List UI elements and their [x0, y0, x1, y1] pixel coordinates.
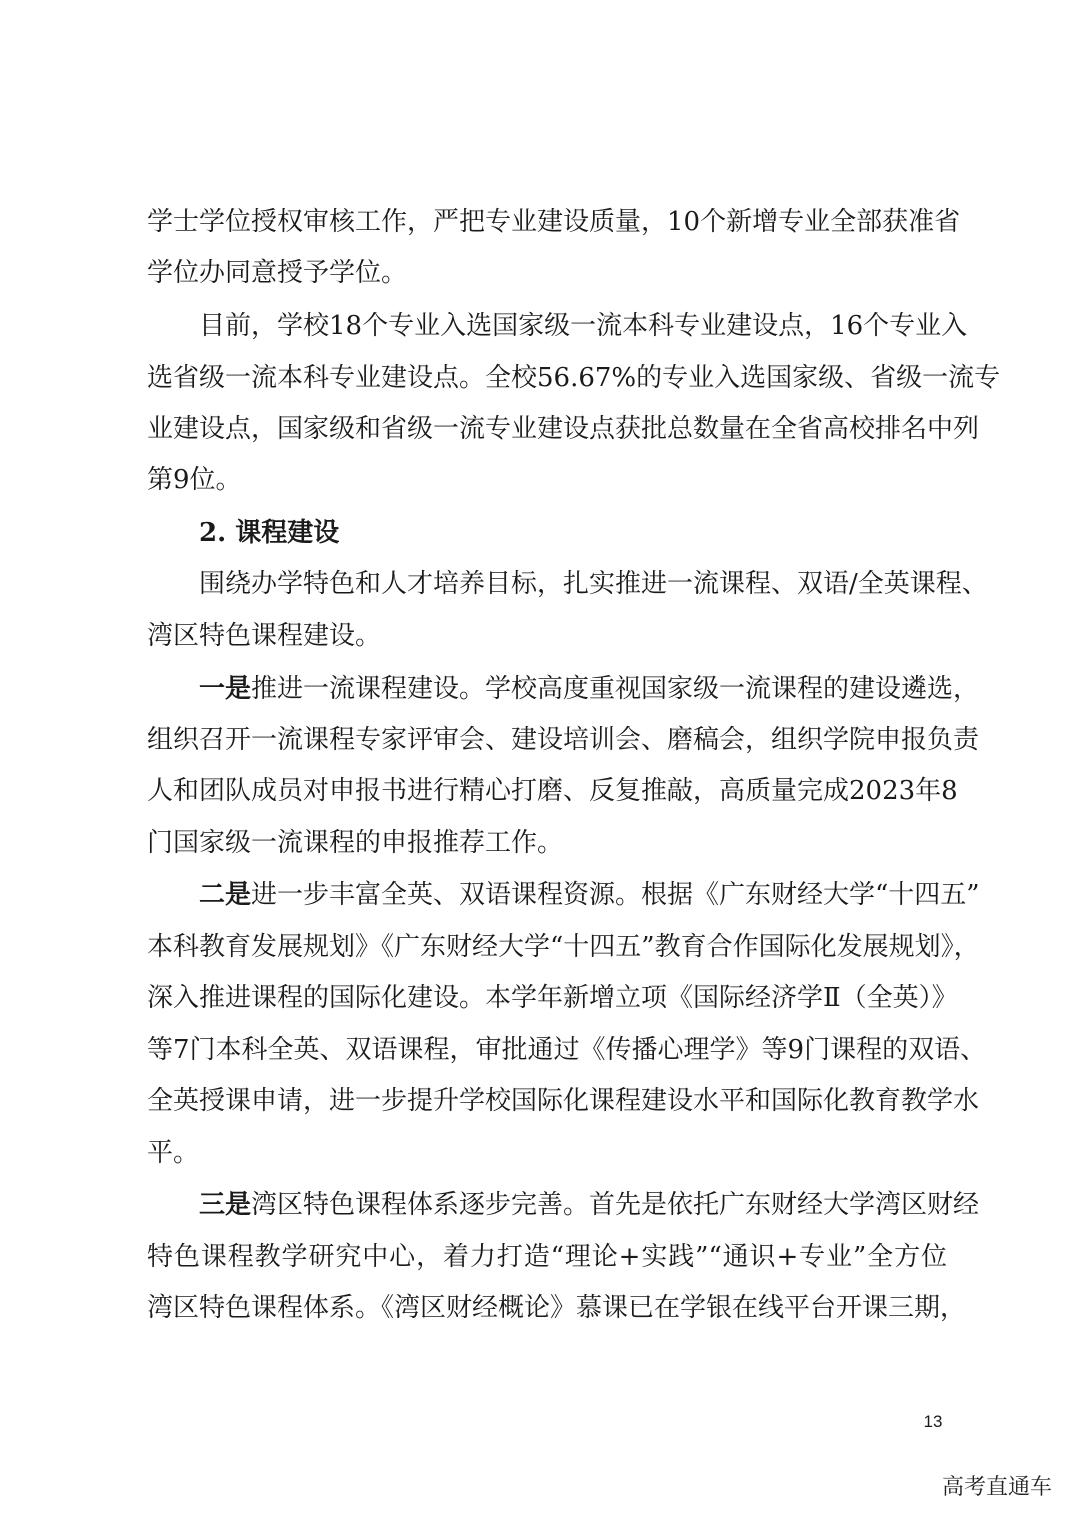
paragraph-line: 目前，学校18个专业入选国家级一流本科专业建设点，16个专业入	[199, 311, 968, 341]
paragraph-lead: 二是	[199, 880, 252, 910]
paragraph-line: 选省级一流本科专业建设点。全校56.67%的专业入选国家级、省级一流专	[147, 363, 1001, 393]
paragraph-line-lead	[199, 1187, 980, 1223]
paragraph-line-lead	[199, 877, 980, 913]
paragraph-text: 推进一流课程建设。学校高度重视国家级一流课程的建设遴选，	[251, 674, 980, 704]
page-number: 13	[923, 1412, 943, 1431]
paragraph-line-lead	[199, 671, 980, 707]
paragraph-line: 学位办同意授予学位。	[147, 258, 408, 288]
paragraph-line: 业建设点，国家级和省级一流专业建设点获批总数量在全省高校排名中列	[147, 414, 980, 444]
paragraph-line: 第9位。	[147, 465, 242, 495]
paragraph-text: 进一步丰富全英、双语课程资源。根据《广东财经大学“十四五”	[251, 880, 980, 910]
paragraph-line: 全英授课申请，进一步提升学校国际化课程建设水平和国际化教育教学水	[147, 1086, 980, 1116]
paragraph-line: 组织召开一流课程专家评审会、建设培训会、磨稿会，组织学院申报负责	[147, 725, 980, 755]
paragraph-line: 等7门本科全英、双语课程，审批通过《传播心理学》等9门课程的双语、	[147, 1035, 987, 1065]
paragraph-line: 本科教育发展规划》《广东财经大学“十四五”教育合作国际化发展规划》，	[147, 932, 980, 962]
paragraph-text: 湾区特色课程体系逐步完善。首先是依托广东财经大学湾区财经	[251, 1190, 980, 1220]
watermark: 高考直通车	[941, 1475, 1052, 1500]
paragraph-line: 围绕办学特色和人才培养目标，扎实推进一流课程、双语/全英课程、	[199, 569, 988, 599]
paragraph-line: 深入推进课程的国际化建设。本学年新增立项《国际经济学Ⅱ（全英）》	[147, 983, 958, 1013]
paragraph-lead: 一是	[199, 674, 252, 704]
paragraph-lead: 三是	[199, 1190, 252, 1220]
paragraph-line: 平。	[147, 1138, 200, 1168]
paragraph-line: 门国家级一流课程的申报推荐工作。	[147, 828, 564, 858]
paragraph-line: 人和团队成员对申报书进行精心打磨、反复推敲，高质量完成2023年8	[147, 776, 958, 806]
paragraph-line: 湾区特色课程体系。《湾区财经概论》慕课已在学银在线平台开课三期，	[147, 1293, 967, 1323]
paragraph-line: 学士学位授权审核工作，严把专业建设质量，10个新增专业全部获准省	[147, 207, 961, 237]
section-heading: 2. 课程建设	[199, 518, 340, 548]
paragraph-line: 湾区特色课程建设。	[147, 621, 382, 651]
paragraph-line: 特色课程教学研究中心，着力打造“理论+实践”“通识+专业”全方位	[147, 1242, 947, 1272]
